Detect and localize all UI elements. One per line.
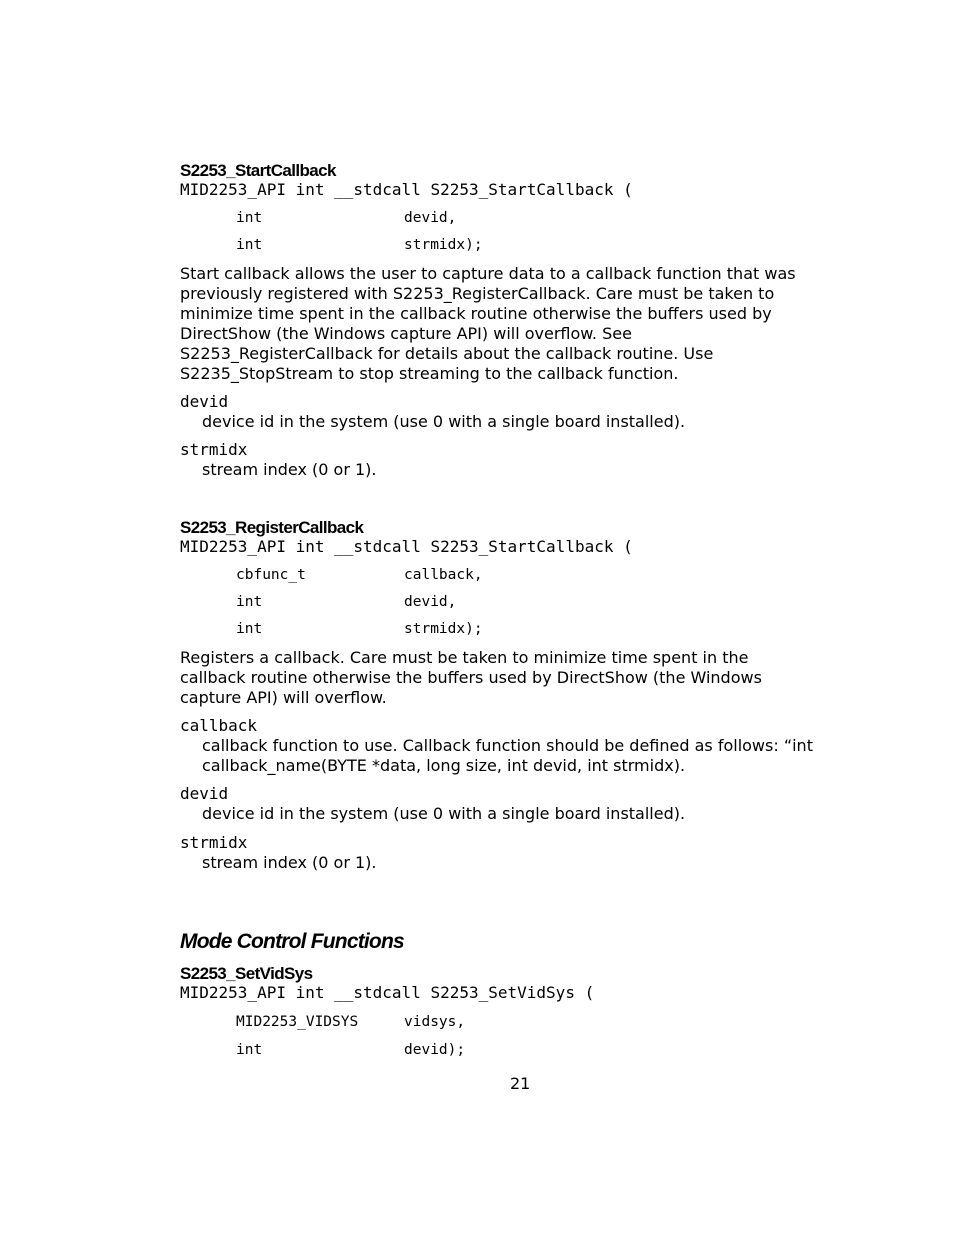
function-signature-start-callback: MID2253_API int __stdcall S2253_StartCallback ( — [180, 180, 633, 199]
text-line: DirectShow (the Windows capture API) will overflow. See — [180, 324, 632, 343]
description-paragraph — [180, 264, 860, 384]
text-line: callback function to use. Callback function should be defined as follows: “int — [202, 736, 813, 755]
param-name: devid, — [404, 210, 457, 226]
param-name: vidsys, — [404, 1014, 466, 1030]
param-name: devid); — [404, 1042, 466, 1058]
argument-name: strmidx — [180, 833, 248, 852]
argument-name: callback — [180, 716, 258, 735]
param-row — [236, 236, 483, 254]
argument-name: strmidx — [180, 440, 248, 459]
argument-description — [202, 412, 685, 432]
param-name: devid, — [404, 594, 457, 610]
param-row — [236, 1013, 465, 1031]
text-line: stream index (0 or 1). — [202, 460, 377, 479]
text-line: Registers a callback. Care must be taken to minimize time spent in the — [180, 648, 749, 667]
function-heading-start-callback: S2253_StartCallback — [180, 161, 336, 180]
argument-description — [202, 736, 813, 776]
param-type: int — [236, 621, 263, 637]
param-type: int — [236, 237, 263, 253]
text-line: callback_name(BYTE *data, long size, int devid, int strmidx). — [202, 756, 686, 775]
text-line: S2253_RegisterCallback for details about the callback routine. Use — [180, 344, 714, 363]
function-signature-set-vid-sys: MID2253_API int __stdcall S2253_SetVidSys ( — [180, 983, 595, 1002]
param-row — [236, 593, 456, 611]
function-heading-set-vid-sys: S2253_SetVidSys — [180, 964, 313, 983]
text-line: stream index (0 or 1). — [202, 853, 377, 872]
argument-name: devid — [180, 392, 229, 411]
param-row — [236, 209, 456, 227]
text-line: minimize time spent in the callback routine otherwise the buffers used by — [180, 304, 772, 323]
param-type: int — [236, 594, 263, 610]
param-name: callback, — [404, 567, 483, 583]
argument-description — [202, 804, 685, 824]
argument-description — [202, 460, 376, 480]
text-line: S2235_StopStream to stop streaming to the callback function. — [180, 364, 679, 383]
param-name: strmidx); — [404, 237, 483, 253]
function-signature-register-callback: MID2253_API int __stdcall S2253_StartCallback ( — [180, 537, 633, 556]
text-line: capture API) will overflow. — [180, 688, 387, 707]
param-type: int — [236, 210, 263, 226]
page-number: 21 — [510, 1074, 531, 1093]
param-row — [236, 620, 483, 638]
param-type: int — [236, 1042, 263, 1058]
param-type: MID2253_VIDSYS — [236, 1014, 359, 1030]
argument-name: devid — [180, 784, 229, 803]
function-heading-register-callback: S2253_RegisterCallback — [180, 518, 364, 537]
param-type: cbfunc_t — [236, 567, 306, 583]
section-heading-mode-control: Mode Control Functions — [180, 930, 404, 953]
description-paragraph — [180, 648, 860, 708]
text-line: previously registered with S2253_RegisterCallback. Care must be taken to — [180, 284, 775, 303]
text-line: Start callback allows the user to capture data to a callback function that was — [180, 264, 796, 283]
param-row — [236, 1041, 465, 1059]
param-row — [236, 566, 483, 584]
text-line: device id in the system (use 0 with a single board installed). — [202, 804, 686, 823]
text-line: callback routine otherwise the buffers used by DirectShow (the Windows — [180, 668, 762, 687]
text-line: device id in the system (use 0 with a single board installed). — [202, 412, 686, 431]
argument-description — [202, 853, 376, 873]
param-name: strmidx); — [404, 621, 483, 637]
